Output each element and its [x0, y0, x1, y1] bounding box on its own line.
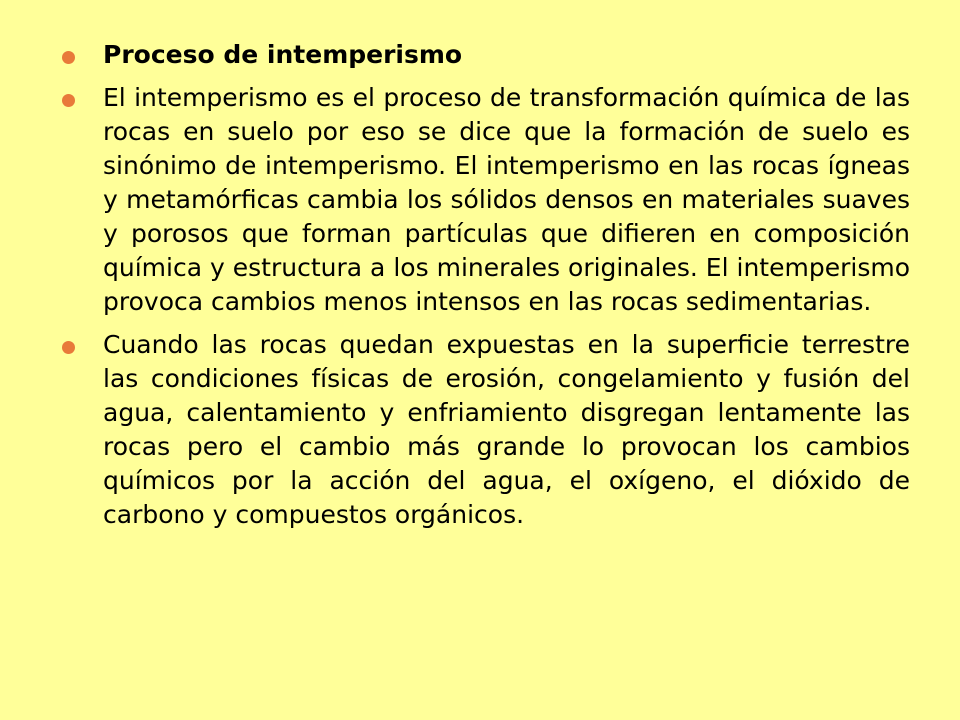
bullet-dot-icon	[62, 51, 75, 64]
bullet-item-exposure	[62, 328, 910, 532]
paragraph-exposure: Cuando las rocas quedan expuestas en la superficie terrestre las condiciones físicas de erosión, congelamiento y fusión del agua, calentamiento y enfriamiento disgregan lentamente las rocas pero el cambio más grande lo provocan los cambios químicos por la acción del agua, el oxígeno, el dióxido de carbono y compuestos orgánicos.	[103, 330, 910, 529]
slide-content	[62, 38, 910, 541]
bullet-item-title	[62, 38, 910, 72]
bullet-dot-icon	[62, 341, 75, 354]
bullet-dot-icon	[62, 94, 75, 107]
slide-heading: Proceso de intemperismo	[103, 40, 463, 69]
bullet-item-definition	[62, 81, 910, 319]
paragraph-definition: El intemperismo es el proceso de transformación química de las rocas en suelo por eso se dice que la formación de suelo es sinónimo de intemperismo. El intemperismo en las rocas ígneas y metamórficas cambia los sólidos densos en materiales suaves y porosos que forman partículas que difieren en composición química y estructura a los minerales originales. El intemperismo provoca cambios menos intensos en las rocas sedimentarias.	[103, 83, 910, 316]
